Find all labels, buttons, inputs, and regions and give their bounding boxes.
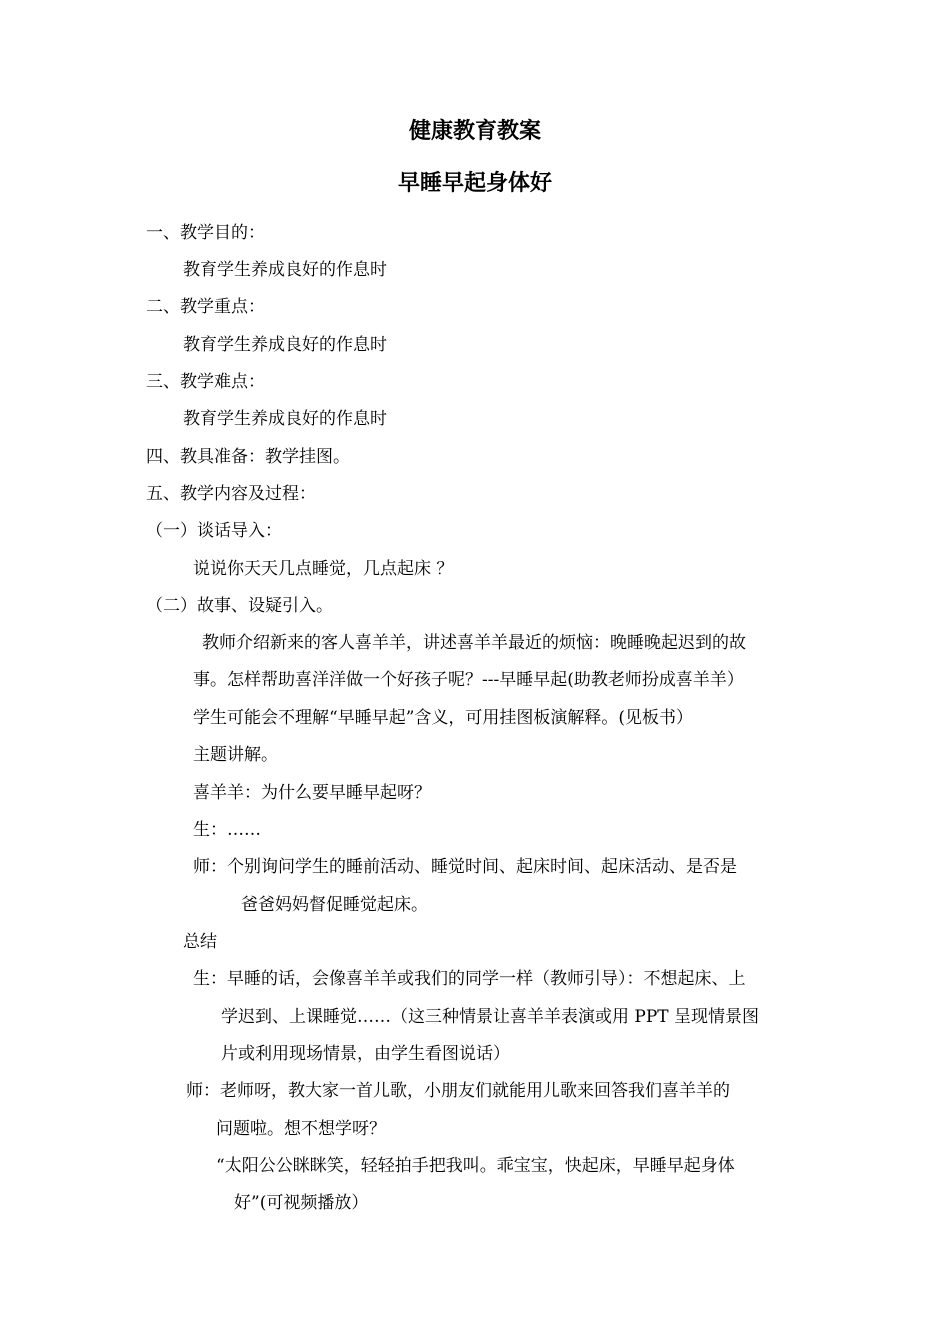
section-heading-key-point: 二、教学重点： [146,297,265,317]
document-subtitle: 早睡早起身体好 [397,171,552,196]
paragraph-line: 说说你天天几点睡觉，几点起床 ？ [193,559,454,579]
section-heading-difficulty: 三、教学难点： [146,372,265,392]
paragraph-line: 师：个别询问学生的睡前活动、睡觉时间、起床时间、起床活动、是否是 [193,857,737,877]
paragraph-line: 事。怎样帮助喜洋洋做一个好孩子呢？---早睡早起(助教老师扮成喜羊羊） [193,670,744,690]
paragraph-line: 师：老师呀，教大家一首儿歌，小朋友们就能用儿歌来回答我们喜羊羊的 [186,1081,730,1101]
paragraph-line: 生：早睡的话，会像喜羊羊或我们的同学一样（教师引导）：不想起床、上 [193,969,746,989]
paragraph-line: 生：…… [193,820,261,840]
subsection-heading-story: （二）故事、设疑引入。 [146,596,333,616]
paragraph-line: 好”(可视频播放） [234,1193,369,1213]
paragraph-line: 教育学生养成良好的作息时 [183,260,387,280]
summary-heading: 总结 [183,932,217,952]
section-heading-objective: 一、教学目的： [146,223,265,243]
paragraph-line: 教育学生养成良好的作息时 [183,335,387,355]
paragraph-line: 学生可能会不理解“早睡早起”含义，可用挂图板演解释。(见板书） [193,708,694,728]
paragraph-line: 片或利用现场情景，由学生看图说话） [221,1044,510,1064]
paragraph-line: 喜羊羊：为什么要早睡早起呀？ [193,783,431,803]
subsection-heading-intro: （一）谈话导入： [146,521,282,541]
paragraph-line: 主题讲解。 [193,745,278,765]
paragraph-line: 爸爸妈妈督促睡觉起床。 [241,895,428,915]
paragraph-line: 教师介绍新来的客人喜羊羊，讲述喜羊羊最近的烦恼：晚睡晚起迟到的故 [202,633,746,653]
paragraph-line: 问题啦。想不想学呀？ [216,1119,386,1139]
document-title: 健康教育教案 [408,119,541,144]
paragraph-line: 教育学生养成良好的作息时 [183,409,387,429]
section-heading-materials: 四、教具准备：教学挂图。 [146,447,350,467]
paragraph-line: “太阳公公眯眯笑，轻轻拍手把我叫。乖宝宝，快起床，早睡早起身体 [216,1156,735,1176]
paragraph-line: 学迟到、上课睡觉……（这三种情景让喜羊羊表演或用 PPT 呈现情景图 [221,1007,760,1027]
section-heading-process: 五、教学内容及过程： [146,484,316,504]
